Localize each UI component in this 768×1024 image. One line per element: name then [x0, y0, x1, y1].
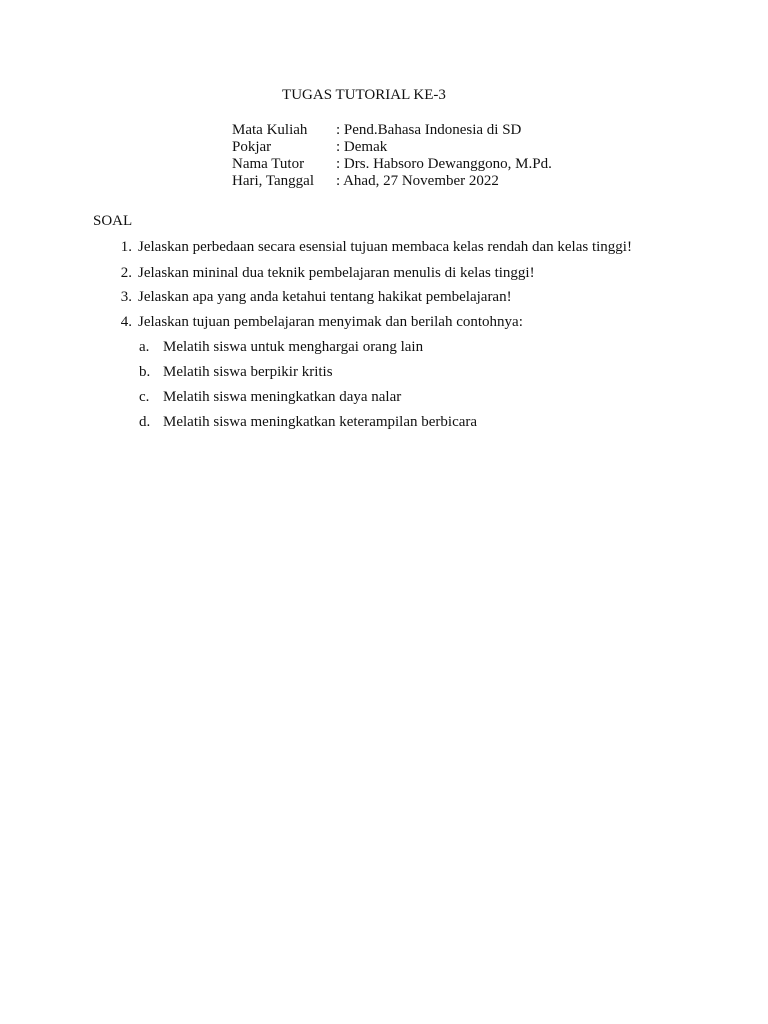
question-number: 4.: [120, 314, 132, 330]
question-text: Jelaskan tujuan pembelajaran menyimak dan berilah contohnya:: [138, 314, 523, 330]
option-text: Melatih siswa meningkatkan daya nalar: [163, 389, 402, 405]
question-text: Jelaskan perbedaan secara esensial tujuan membaca kelas rendah dan kelas tinggi!: [138, 239, 632, 255]
option-text: Melatih siswa berpikir kritis: [163, 364, 333, 380]
option-letter: a.: [139, 339, 150, 355]
section-heading: SOAL: [93, 213, 133, 229]
meta-label: Mata Kuliah: [232, 122, 308, 138]
document-title: TUGAS TUTORIAL KE-3: [282, 87, 446, 103]
question-text: Jelaskan mininal dua teknik pembelajaran menulis di kelas tinggi!: [138, 265, 535, 281]
option-text: Melatih siswa meningkatkan keterampilan berbicara: [163, 414, 478, 430]
meta-value: : Pend.Bahasa Indonesia di SD: [336, 122, 522, 138]
meta-row-course: [232, 122, 552, 139]
meta-label: Hari, Tanggal: [232, 173, 314, 189]
option-letter: d.: [139, 414, 151, 430]
meta-label: Nama Tutor: [232, 156, 305, 172]
course-info: [232, 122, 552, 190]
meta-value: : Ahad, 27 November 2022: [336, 173, 499, 189]
question-number: 2.: [120, 265, 132, 281]
meta-value: : Demak: [336, 139, 388, 155]
meta-value: : Drs. Habsoro Dewanggono, M.Pd.: [336, 156, 552, 172]
question-number: 3.: [120, 289, 132, 305]
option-text: Melatih siswa untuk menghargai orang lain: [163, 339, 424, 355]
meta-label: Pokjar: [232, 139, 272, 155]
question-text: Jelaskan apa yang anda ketahui tentang hakikat pembelajaran!: [138, 289, 512, 305]
meta-row-pokjar: [232, 139, 552, 156]
meta-row-tutor: [232, 156, 552, 173]
question-number: 1.: [120, 239, 132, 255]
option-letter: b.: [139, 364, 151, 380]
meta-row-date: [232, 173, 552, 190]
option-letter: c.: [139, 389, 150, 405]
